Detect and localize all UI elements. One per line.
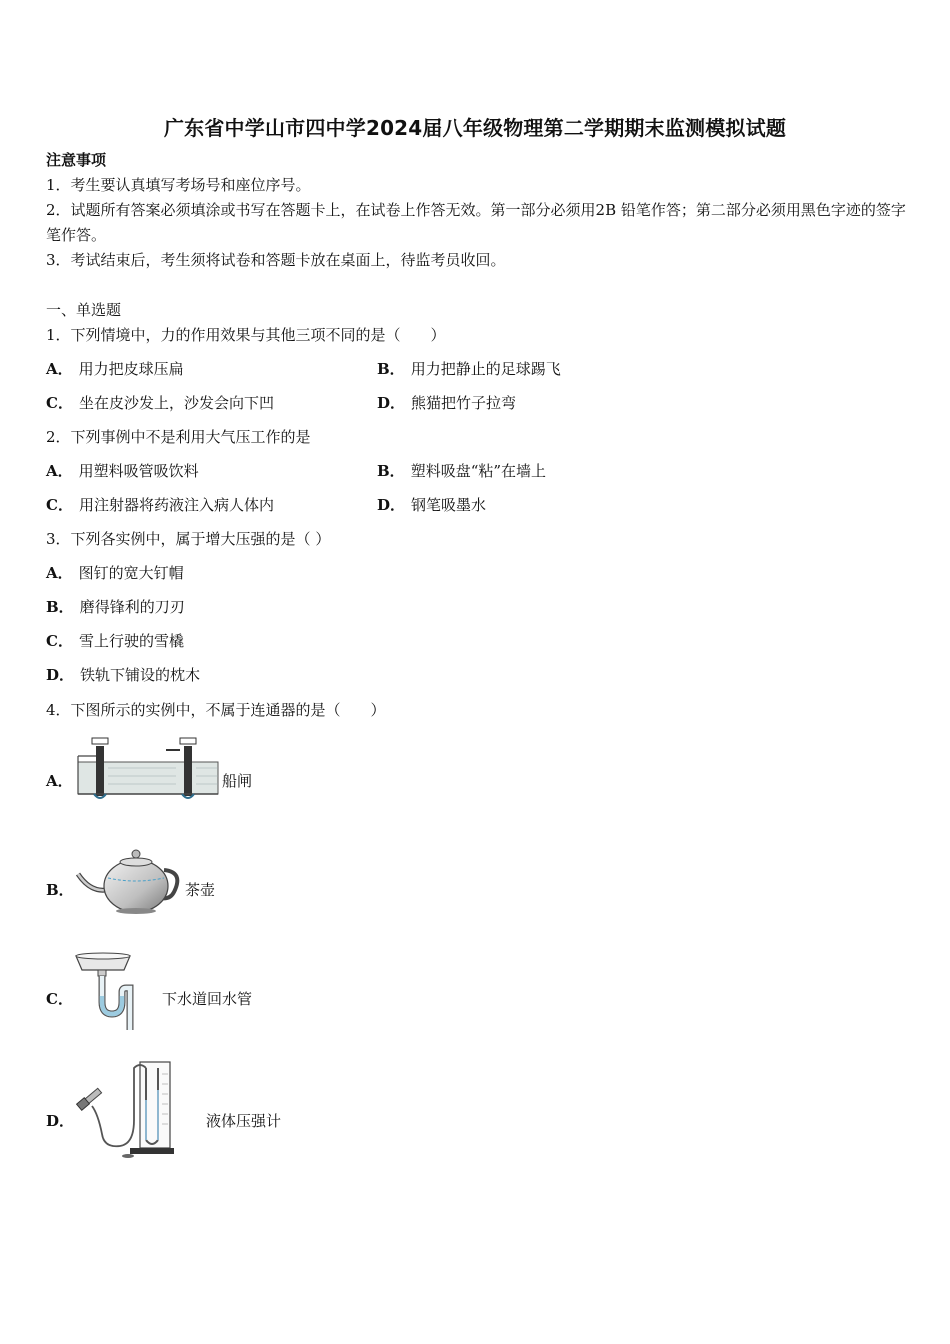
q1-option-a — [46, 358, 184, 380]
notice-item-2: 2．试题所有答案必须填涂或书写在答题卡上，在试卷上作答无效。第一部分必须用2B 铅笔作答；第二部分必须用黑色字迹的签字笔作答。 — [46, 201, 906, 244]
q2-option-c — [46, 494, 274, 516]
option-text: 用注射器将药液注入病人体内 — [78, 496, 274, 514]
option-text: 图钉的宽大钉帽 — [78, 564, 184, 582]
q3-option-d — [46, 664, 200, 686]
q4-option-b-label: 茶壶 — [185, 881, 216, 899]
option-letter: B． — [377, 462, 405, 480]
q4-option-b-letter: B． — [46, 881, 74, 899]
option-letter: D． — [46, 666, 75, 684]
q1-option-b — [377, 358, 561, 380]
question-3-stem: 3．下列各实例中，属于增大压强的是（ ） — [46, 530, 331, 548]
option-text: 用力把静止的足球踢飞 — [410, 360, 561, 378]
option-text: 磨得锋利的刀刃 — [79, 598, 185, 616]
q4-option-c-letter: C． — [46, 990, 73, 1008]
option-letter: C． — [46, 496, 73, 514]
option-letter: B． — [377, 360, 405, 378]
q1-option-d — [377, 392, 516, 414]
option-letter: D． — [377, 496, 406, 514]
q3-option-a — [46, 562, 184, 584]
q4-option-a-letter: A． — [46, 772, 73, 790]
option-letter: C． — [46, 394, 73, 412]
q1-option-c — [46, 392, 274, 414]
option-text: 塑料吸盘“粘”在墙上 — [410, 462, 547, 480]
question-4-stem: 4．下图所示的实例中，不属于连通器的是（ ） — [46, 701, 386, 719]
q2-option-a — [46, 460, 199, 482]
option-text: 铁轨下铺设的枕木 — [80, 666, 201, 684]
page-title: 广东省中学山市四中学2024届八年级物理第二学期期末监测模拟试题 — [163, 116, 787, 140]
option-text: 用塑料吸管吸饮料 — [78, 462, 199, 480]
notice-heading: 注意事项 — [46, 151, 107, 169]
option-letter: C． — [46, 632, 73, 650]
option-text: 钢笔吸墨水 — [411, 496, 487, 514]
drain-trap-figure — [74, 952, 134, 1032]
q3-option-b — [46, 596, 185, 618]
option-letter: B． — [46, 598, 74, 616]
option-text: 坐在皮沙发上，沙发会向下凹 — [78, 394, 274, 412]
option-letter: A． — [46, 360, 73, 378]
option-letter: D． — [377, 394, 406, 412]
q2-option-b — [377, 460, 546, 482]
section-heading: 一、单选题 — [46, 301, 122, 319]
option-text: 雪上行驶的雪橇 — [78, 632, 184, 650]
pressure-gauge-figure — [76, 1060, 176, 1158]
q3-option-c — [46, 630, 184, 652]
question-2-stem: 2．下列事例中不是利用大气压工作的是 — [46, 428, 311, 446]
q4-option-a-label: 船闸 — [222, 772, 253, 790]
option-text: 用力把皮球压扁 — [78, 360, 184, 378]
notice-item-3: 3．考试结束后，考生须将试卷和答题卡放在桌面上，待监考员收回。 — [46, 251, 506, 269]
q4-option-d-letter: D． — [46, 1112, 75, 1130]
ship-lock-figure — [76, 734, 221, 804]
notice-item-1: 1．考生要认真填写考场号和座位序号。 — [46, 176, 311, 194]
option-text: 熊猫把竹子拉弯 — [411, 394, 517, 412]
q4-option-d-label: 液体压强计 — [206, 1112, 282, 1130]
option-letter: A． — [46, 564, 73, 582]
q4-option-c-label: 下水道回水管 — [162, 990, 253, 1008]
q2-option-d — [377, 494, 486, 516]
question-1-stem: 1．下列情境中，力的作用效果与其他三项不同的是（ ） — [46, 326, 446, 344]
option-letter: A． — [46, 462, 73, 480]
teapot-figure — [76, 844, 184, 916]
